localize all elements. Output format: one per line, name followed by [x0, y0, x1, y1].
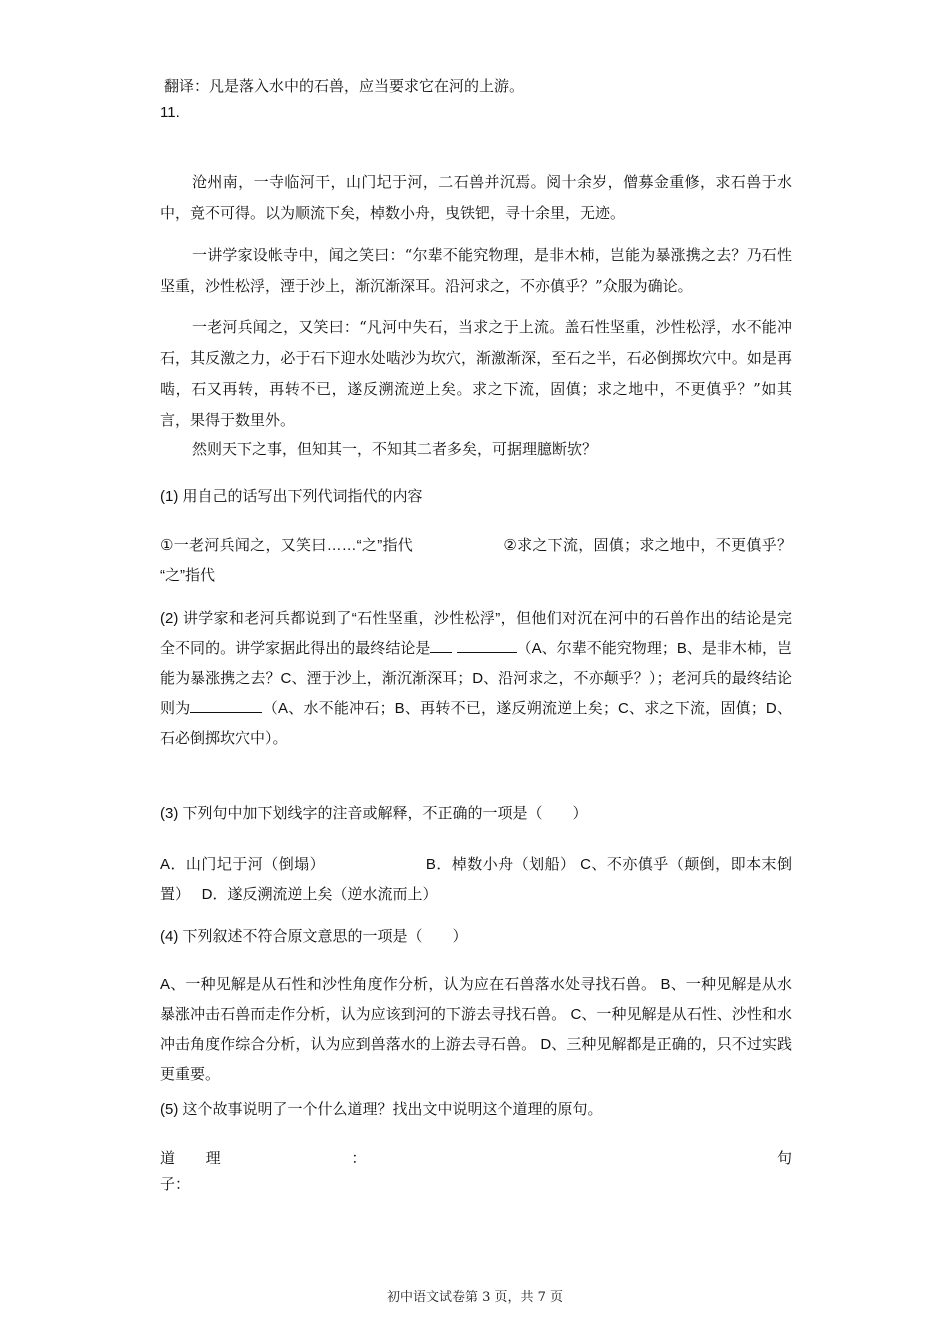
question-1-item-a: ①一老河兵闻之，又笑曰……“之”指代	[160, 537, 414, 554]
question-3-title: (3) 下列句中加下划线字的注音或解释，不正确的一项是（ ）	[160, 805, 588, 822]
question-2-text-3: （A、水不能冲石；B、再转不已，遂反朔流逆上矣；C、求之下流，固傎；D、石必倒掷坎穴中）。	[160, 700, 792, 747]
question-1-title: (1) 用自己的话写出下列代词指代的内容	[160, 488, 423, 505]
question-1-item-b: ②求之下流，固傎；求之地中，不更傎乎？ “之”指代	[160, 537, 792, 584]
question-1-items	[160, 531, 792, 591]
question-3-options: A．山门圮于河（倒塌） B．棹数小舟（划船） C、不亦傎乎（颠倒，即本末倒置） D．遂反溯流逆上矣（逆水流而上）	[160, 856, 792, 903]
question-4-options: A、一种见解是从石性和沙性角度作分析，认为应在石兽落水处寻找石兽。 B、一种见解是从水暴涨冲击石兽而走作分析，认为应该到河的下游去寻找石兽。 C、一种见解是从石性、沙性和水冲击角度作综合分析，认为应到兽落水的上游去寻石兽。 D、三种见解都是正确的，只不过实践更重要。	[160, 976, 792, 1083]
label-li: 理	[205, 1150, 221, 1167]
answer-line-reason	[160, 1146, 792, 1172]
passage-paragraph-3: 一老河兵闻之，又笑曰：“凡河中失石，当求之于上流。盖石性坚重，沙性松浮，水不能冲石，其反激之力，必于石下迎水处啮沙为坎穴，渐激渐深，至石之半，石必倒掷坎穴中。如是再啮，石又再转，再转不已，遂反溯流逆上矣。求之下流，固傎；求之地中，不更傎乎？”如其言，果得于数里外。	[160, 318, 792, 429]
label-dao: 道	[160, 1150, 176, 1167]
question-2-text-1: (2) 讲学家和老河兵都说到了“石性坚重，沙性松浮”，但他们对沉在河中的石兽作出的结论是完全不同的。讲学家据此得出的最终结论是	[160, 610, 792, 657]
answer-blank-1[interactable]	[430, 652, 452, 653]
question-number: 11.	[160, 104, 180, 121]
label-ju: 句	[776, 1150, 792, 1167]
question-2-text-2: （A、尔辈不能究物理；B、是非木杮，岂能为暴涨携之去？C、湮于沙上，渐沉渐深耳；D、沿河求之，不亦颠乎？）；老河兵的最终结论则为	[160, 640, 792, 717]
question-5-title: (5) 这个故事说明了一个什么道理？找出文中说明这个道理的原句。	[160, 1101, 603, 1118]
answer-blank-3[interactable]	[190, 712, 262, 713]
passage-paragraph-1: 沧州南，一寺临河干，山门圮于河，二石兽并沉焉。阅十余岁，僧募金重修，求石兽于水中，竟不可得。以为顺流下矣，棹数小舟，曳铁钯，寻十余里，无迹。	[160, 173, 792, 222]
passage-paragraph-2: 一讲学家设帐寺中，闻之笑曰：“尔辈不能究物理，是非木杮，岂能为暴涨携之去？乃石性坚重，沙性松浮，湮于沙上，渐沉渐深耳。沿河求之，不亦傎乎？”众服为确论。	[160, 246, 792, 295]
translation-line: 翻译：凡是落入水中的石兽，应当要求它在河的上游。	[164, 78, 525, 95]
question-4-title: (4) 下列叙述不符合原文意思的一项是（ ）	[160, 928, 468, 945]
passage-paragraph-4: 然则天下之事，但知其一，不知其二者多矣，可据理臆断欤？	[192, 440, 598, 458]
label-sentence: 子：	[160, 1176, 191, 1193]
page-footer: 初中语文试卷第 3 页，共 7 页	[386, 1290, 564, 1305]
label-colon: ：	[351, 1150, 367, 1167]
question-2	[160, 604, 792, 754]
answer-blank-2[interactable]	[457, 652, 517, 653]
